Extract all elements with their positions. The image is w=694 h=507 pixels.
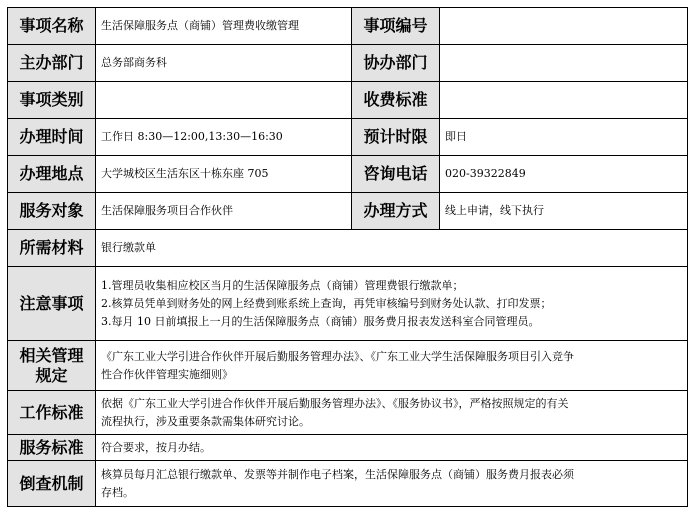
label-regulations-line-2: 规定 <box>35 365 68 385</box>
value-fee-std <box>440 82 688 119</box>
label-regulations-line-1: 相关管理 <box>19 345 84 365</box>
label-item-type: 事项类别 <box>8 82 96 119</box>
value-materials: 银行缴款单 <box>96 230 688 267</box>
value-service-obj: 生活保障服务项目合作伙伴 <box>96 193 352 230</box>
row-notes <box>8 267 688 341</box>
work-std-line-2: 流程执行，涉及重要条款需集体研究讨论。 <box>101 414 310 428</box>
value-handle-place: 大学城校区生活东区十栋东座 705 <box>96 156 352 193</box>
label-est-time: 预计时限 <box>352 119 440 156</box>
row-work-std <box>8 391 688 435</box>
label-item-name: 事项名称 <box>8 8 96 45</box>
label-handle-time: 办理时间 <box>8 119 96 156</box>
value-service-std: 符合要求，按月办结。 <box>96 435 688 461</box>
row-audit <box>8 461 688 507</box>
value-notes <box>96 267 688 341</box>
row-service-std <box>8 435 688 461</box>
label-audit: 倒查机制 <box>8 461 96 507</box>
row-main-dept <box>8 45 688 82</box>
value-phone: 020-39322849 <box>440 156 688 193</box>
value-handle-time: 工作日 8:30—12:00,13:30—16:30 <box>96 119 352 156</box>
label-handle-place: 办理地点 <box>8 156 96 193</box>
row-regulations <box>8 341 688 391</box>
label-main-dept: 主办部门 <box>8 45 96 82</box>
value-work-std <box>96 391 688 435</box>
label-notes: 注意事项 <box>8 267 96 341</box>
value-method: 线上申请，线下执行 <box>440 193 688 230</box>
value-audit <box>96 461 688 507</box>
label-work-std: 工作标准 <box>8 391 96 435</box>
row-item-type <box>8 82 688 119</box>
value-item-no <box>440 8 688 45</box>
row-materials <box>8 230 688 267</box>
label-regulations <box>8 341 96 391</box>
label-assist-dept: 协办部门 <box>352 45 440 82</box>
audit-line-1: 核算员每月汇总银行缴款单、发票等并制作电子档案，生活保障服务点（商铺）服务费月报表必须 <box>101 467 574 481</box>
value-regulations <box>96 341 688 391</box>
work-std-line-1: 依据《广东工业大学引进合作伙伴开展后勤服务管理办法》、《服务协议书》，严格按照规定的有关 <box>101 396 569 410</box>
label-phone: 咨询电话 <box>352 156 440 193</box>
regulations-line-2: 性合作伙伴管理实施细则》 <box>101 367 233 381</box>
service-item-form <box>7 7 688 507</box>
audit-line-2: 存档。 <box>101 485 134 499</box>
label-fee-std: 收费标准 <box>352 82 440 119</box>
notes-line-1: 1.管理员收集相应校区当月的生活保障服务点（商铺）管理费银行缴款单； <box>101 278 464 292</box>
label-service-std: 服务标准 <box>8 435 96 461</box>
value-item-type <box>96 82 352 119</box>
notes-line-3: 3.每月 10 日前填报上一月的生活保障服务点（商铺）服务费月报表发送科室合同管理员。 <box>101 314 540 328</box>
row-handle-time <box>8 119 688 156</box>
label-materials: 所需材料 <box>8 230 96 267</box>
regulations-line-1: 《广东工业大学引进合作伙伴开展后勤服务管理办法》、《广东工业大学生活保障服务项目引入竞争 <box>101 349 574 363</box>
label-item-no: 事项编号 <box>352 8 440 45</box>
row-item-name <box>8 8 688 45</box>
value-item-name: 生活保障服务点（商铺）管理费收缴管理 <box>96 8 352 45</box>
notes-line-2: 2.核算员凭单到财务处的网上经费到账系统上查询，再凭审核编号到财务处认款、打印发票； <box>101 296 552 310</box>
row-service-obj <box>8 193 688 230</box>
value-est-time: 即日 <box>440 119 688 156</box>
row-handle-place <box>8 156 688 193</box>
label-method: 办理方式 <box>352 193 440 230</box>
value-main-dept: 总务部商务科 <box>96 45 352 82</box>
value-assist-dept <box>440 45 688 82</box>
label-service-obj: 服务对象 <box>8 193 96 230</box>
